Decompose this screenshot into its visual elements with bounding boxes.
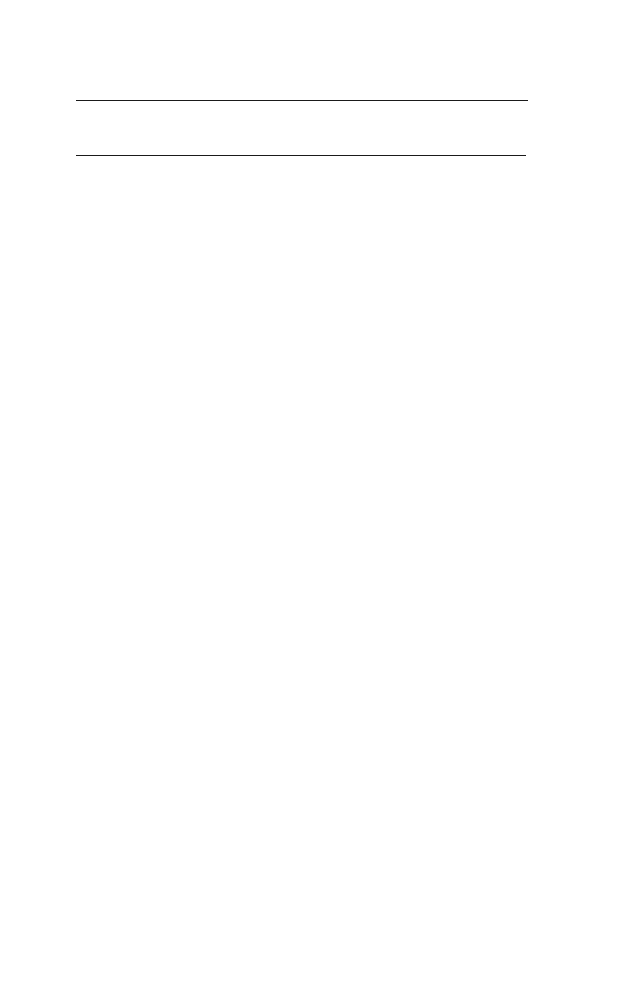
header-rule bbox=[76, 100, 528, 101]
part-rule bbox=[76, 155, 526, 156]
part-heading bbox=[76, 149, 526, 156]
table-of-contents bbox=[76, 127, 526, 166]
